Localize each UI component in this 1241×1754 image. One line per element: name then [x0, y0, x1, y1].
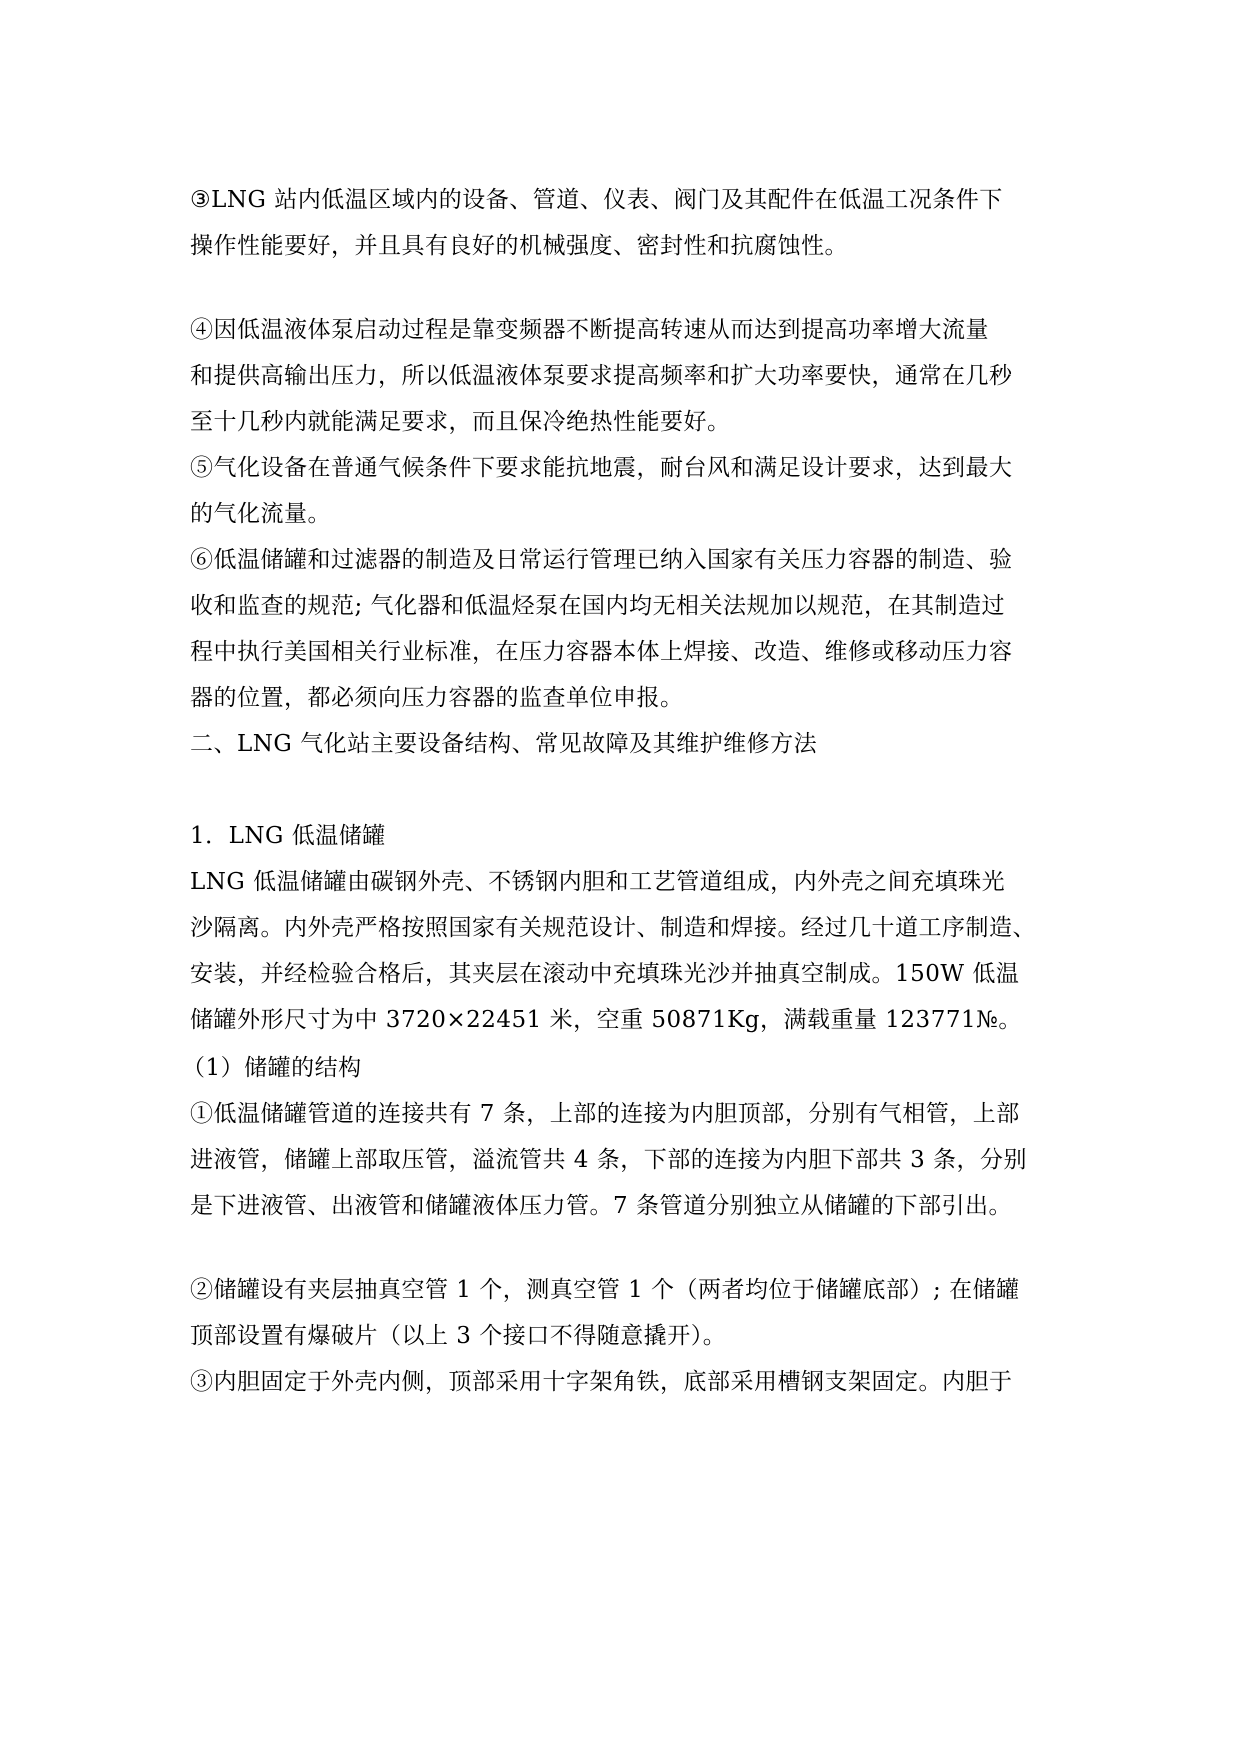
text-line: ③LNG 站内低温区域内的设备、管道、仪表、阀门及其配件在低温工况条件下 [190, 187, 1003, 213]
text-line: 和提供高输出压力，所以低温液体泵要求提高频率和扩大功率要快，通常在几秒 [190, 363, 1013, 389]
paragraph-equipment-low-temp [190, 177, 1003, 269]
text-line: ⑥低温储罐和过滤器的制造及日常运行管理已纳入国家有关压力容器的制造、验 [190, 547, 1013, 573]
text-line: ③内胆固定于外壳内侧，顶部采用十字架角铁，底部采用槽钢支架固定。内胆于 [190, 1369, 1013, 1395]
text-line: 的气化流量。 [190, 501, 331, 527]
text-line: 收和监查的规范; 气化器和低温烃泵在国内均无相关法规加以规范，在其制造过 [190, 593, 1006, 619]
paragraph-pump-startup [190, 307, 1013, 445]
paragraph-vaporizer [190, 445, 1013, 537]
text-line: 操作性能要好，并且具有良好的机械强度、密封性和抗腐蚀性。 [190, 233, 848, 259]
text-line: ④因低温液体泵启动过程是靠变频器不断提高转速从而达到提高功率增大流量 [190, 317, 989, 343]
subsection-heading-structure [182, 1045, 362, 1091]
text-line: 沙隔离。内外壳严格按照国家有关规范设计、制造和焊接。经过几十道工序制造、 [190, 915, 1036, 941]
paragraph-regulation [190, 537, 1013, 721]
subsection-heading-tank [190, 813, 386, 859]
subsection-heading-text: （1）储罐的结构 [182, 1055, 362, 1081]
text-line: ②储罐设有夹层抽真空管 1 个，测真空管 1 个（两者均位于储罐底部）; 在储罐 [190, 1277, 1020, 1303]
text-line: ⑤气化设备在普通气候条件下要求能抗地震，耐台风和满足设计要求，达到最大 [190, 455, 1013, 481]
paragraph-tank-vacuum [190, 1267, 1020, 1405]
text-line: ①低温储罐管道的连接共有 7 条，上部的连接为内胆顶部，分别有气相管，上部 [190, 1101, 1020, 1127]
paragraph-tank-pipes [190, 1091, 1027, 1229]
paragraph-tank-description [190, 859, 1036, 1043]
subsection-heading-text: 1．LNG 低温储罐 [190, 823, 386, 849]
text-line: 进液管，储罐上部取压管，溢流管共 4 条，下部的连接为内胆下部共 3 条，分别 [190, 1147, 1028, 1173]
section-heading-two [190, 721, 817, 767]
text-line: 器的位置，都必须向压力容器的监查单位申报。 [190, 685, 684, 711]
text-line: 储罐外形尺寸为中 3720×22451 米，空重 50871Kg，满载重量 123771№。 [190, 1007, 1022, 1033]
text-line: 安装，并经检验合格后，其夹层在滚动中充填珠光沙并抽真空制成。150W 低温 [190, 961, 1020, 987]
text-line: LNG 低温储罐由碳钢外壳、不锈钢内胆和工艺管道组成，内外壳之间充填珠光 [190, 869, 1006, 895]
text-line: 程中执行美国相关行业标准，在压力容器本体上焊接、改造、维修或移动压力容 [190, 639, 1013, 665]
text-line: 是下进液管、出液管和储罐液体压力管。7 条管道分别独立从储罐的下部引出。 [190, 1193, 1012, 1219]
section-heading-text: 二、LNG 气化站主要设备结构、常见故障及其维护维修方法 [190, 731, 818, 757]
text-line: 至十几秒内就能满足要求，而且保冷绝热性能要好。 [190, 409, 731, 435]
text-line: 顶部设置有爆破片（以上 3 个接口不得随意撬开）。 [190, 1323, 727, 1349]
